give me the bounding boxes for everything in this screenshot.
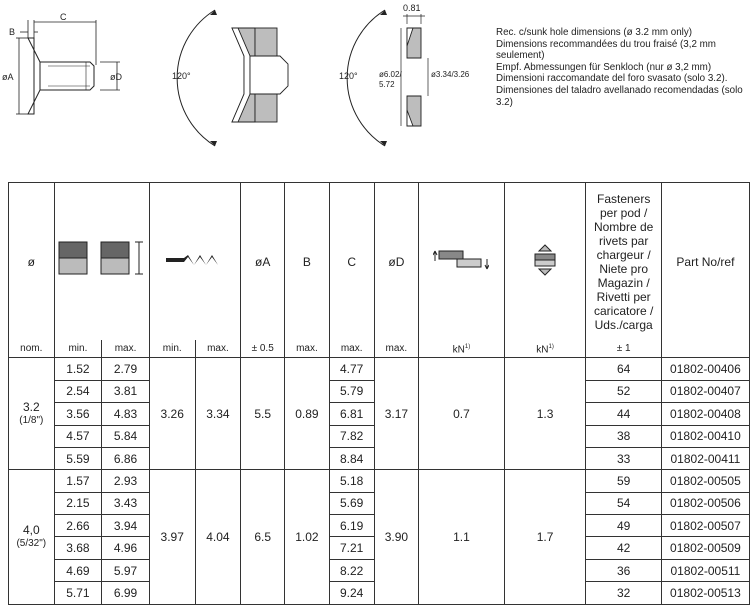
header-fasteners-line: Fasteners (596, 191, 651, 206)
sub-b: max. (285, 340, 330, 358)
shear-value: 0.7 (419, 358, 504, 470)
grip-max: 4.96 (102, 537, 150, 559)
fasteners-value: 38 (586, 425, 661, 447)
header-fasteners-line: Rivetti per (596, 289, 651, 304)
grip-max: 6.99 (102, 582, 150, 604)
od-value: 3.90 (374, 470, 419, 604)
sub-oa-tolerance: ± 0.5 (241, 340, 285, 358)
fasteners-value: 42 (586, 537, 661, 559)
sub-drill-min: min. (149, 340, 195, 358)
header-od: øD (374, 183, 419, 341)
header-tensile-icon-cell (504, 183, 586, 341)
header-fasteners (586, 183, 661, 341)
part-number: 01802-00507 (661, 515, 749, 537)
part-number: 01802-00408 (661, 403, 749, 425)
grip-min: 2.15 (54, 492, 102, 514)
header-grip-icon-cell (54, 183, 149, 341)
grip-max: 5.97 (102, 559, 150, 581)
angle-label-right: 120° (339, 71, 358, 81)
rivet-label-od: øD (110, 72, 122, 82)
fasteners-value: 52 (586, 380, 661, 402)
rivet-dimension-drawing (0, 10, 140, 130)
nominal-diameter-cell (9, 470, 55, 604)
sub-shear (419, 340, 504, 358)
grip-max: 5.84 (102, 425, 150, 447)
tensile-strength-icon (530, 243, 560, 277)
recommended-hole-note (496, 27, 748, 108)
header-fasteners-line: Magazin / (597, 275, 650, 290)
part-number: 01802-00511 (661, 559, 749, 581)
sub-grip-min: min. (54, 340, 102, 358)
c-value: 5.79 (329, 380, 374, 402)
c-value: 7.21 (329, 537, 374, 559)
fasteners-value: 32 (586, 582, 661, 604)
c-value: 9.24 (329, 582, 374, 604)
b-value: 1.02 (285, 470, 330, 604)
grip-min: 1.52 (54, 358, 102, 380)
nominal-diameter-cell (9, 358, 55, 470)
countersunk-hole-drawing (335, 0, 485, 150)
nominal-inch: (1/8") (19, 414, 44, 426)
grip-max: 6.86 (102, 447, 150, 469)
grip-min: 3.68 (54, 537, 102, 559)
grip-max: 3.81 (102, 380, 150, 402)
countersink-angle-drawing (170, 0, 310, 150)
fasteners-value: 64 (586, 358, 661, 380)
part-number: 01802-00407 (661, 380, 749, 402)
oa-value: 5.5 (241, 358, 285, 470)
nominal-value: 3.2 (22, 399, 40, 414)
sub-tensile (504, 340, 586, 358)
header-drill-icon-cell (149, 183, 240, 341)
inner-diameter-label: ø3.34/3.26 (431, 70, 470, 79)
fasteners-value: 59 (586, 470, 661, 492)
header-fasteners-line: Niete pro (599, 261, 649, 276)
c-value: 5.69 (329, 492, 374, 514)
sub-nom: nom. (9, 340, 55, 358)
header-fasteners-line: rivets par (598, 233, 649, 248)
subheader-row (9, 340, 750, 358)
header-fasteners-line: Nombre de (593, 219, 654, 234)
part-number: 01802-00506 (661, 492, 749, 514)
grip-max: 4.83 (102, 403, 150, 425)
od-value: 3.17 (374, 358, 419, 470)
drill-bit-icon (164, 253, 226, 267)
c-value: 5.18 (329, 470, 374, 492)
note-line: Dimensioni raccomandate del foro svasato (solo 3.2). (496, 73, 728, 85)
rivet-spec-table (8, 182, 750, 605)
sub-tensile-unit: kN (536, 344, 549, 356)
c-value: 8.22 (329, 559, 374, 581)
footnote-marker: 1) (548, 344, 554, 350)
c-value: 6.19 (329, 515, 374, 537)
part-number: 01802-00411 (661, 447, 749, 469)
footnote-marker: 1) (464, 344, 471, 350)
table-row (9, 358, 750, 380)
drill-min: 3.97 (149, 470, 195, 604)
c-value: 8.84 (329, 447, 374, 469)
tensile-value: 1.3 (504, 358, 586, 470)
oa-value: 6.5 (241, 470, 285, 604)
note-line: Empf. Abmessungen für Senkloch (nur ø 3,2 mm) (496, 61, 712, 73)
sub-od: max. (374, 340, 419, 358)
outer-diameter-label-2: 5.72 (379, 80, 395, 89)
part-number: 01802-00406 (661, 358, 749, 380)
part-number: 01802-00513 (661, 582, 749, 604)
header-row (9, 183, 750, 341)
sub-fasteners: ± 1 (586, 340, 661, 358)
nominal-value: 4,0 (22, 522, 40, 537)
note-line: Dimensiones del taladro avellanado recomendadas (solo 3.2) (496, 84, 743, 108)
header-part-number: Part No/ref (661, 183, 749, 341)
part-number: 01802-00509 (661, 537, 749, 559)
sub-c: max. (329, 340, 374, 358)
c-value: 7.82 (329, 425, 374, 447)
outer-diameter-label-1: ø6.02/ (379, 70, 402, 79)
grip-min: 3.56 (54, 403, 102, 425)
grip-min: 1.57 (54, 470, 102, 492)
note-line: Rec. c/sunk hole dimensions (ø 3.2 mm only) (496, 27, 693, 38)
grip-min: 2.66 (54, 515, 102, 537)
grip-min: 4.57 (54, 425, 102, 447)
rivet-label-c: C (60, 12, 67, 22)
drill-max: 4.04 (195, 470, 241, 604)
grip-min: 5.59 (54, 447, 102, 469)
drill-max: 3.34 (195, 358, 241, 470)
header-c: C (329, 183, 374, 341)
fasteners-value: 44 (586, 403, 661, 425)
nominal-inch: (5/32") (16, 537, 47, 549)
header-fasteners-line: per pod / (599, 205, 648, 220)
grip-max: 3.43 (102, 492, 150, 514)
header-fasteners-line: chargeur / (596, 247, 651, 262)
drill-min: 3.26 (149, 358, 195, 470)
header-oa: øA (241, 183, 285, 341)
fasteners-value: 49 (586, 515, 661, 537)
header-nominal: ø (9, 183, 55, 341)
sub-drill-max: max. (195, 340, 241, 358)
angle-label-left: 120° (172, 71, 191, 81)
grip-min: 5.71 (54, 582, 102, 604)
c-value: 6.81 (329, 403, 374, 425)
grip-range-icon (57, 240, 147, 280)
grip-max: 3.94 (102, 515, 150, 537)
part-number: 01802-00410 (661, 425, 749, 447)
part-number: 01802-00505 (661, 470, 749, 492)
shear-strength-icon (433, 247, 489, 273)
grip-min: 2.54 (54, 380, 102, 402)
b-value: 0.89 (285, 358, 330, 470)
header-shear-icon-cell (419, 183, 504, 341)
header-fasteners-line: caricatore / (593, 303, 654, 318)
fasteners-value: 54 (586, 492, 661, 514)
grip-min: 4.69 (54, 559, 102, 581)
grip-max: 2.93 (102, 470, 150, 492)
table-row (9, 470, 750, 492)
c-value: 4.77 (329, 358, 374, 380)
fasteners-value: 33 (586, 447, 661, 469)
shear-value: 1.1 (419, 470, 504, 604)
header-b: B (285, 183, 330, 341)
sub-shear-unit: kN (452, 344, 465, 356)
header-fasteners-line: Uds./carga (594, 317, 653, 332)
sub-part (661, 340, 749, 358)
rivet-label-b: B (9, 27, 16, 37)
tensile-value: 1.7 (504, 470, 586, 604)
sub-grip-max: max. (102, 340, 150, 358)
depth-label: 0.81 (403, 3, 421, 13)
rivet-label-oa: øA (2, 72, 14, 82)
fasteners-value: 36 (586, 559, 661, 581)
grip-max: 2.79 (102, 358, 150, 380)
note-line: Dimensions recommandées du trou fraisé (3,2 mm seulement) (496, 38, 716, 62)
